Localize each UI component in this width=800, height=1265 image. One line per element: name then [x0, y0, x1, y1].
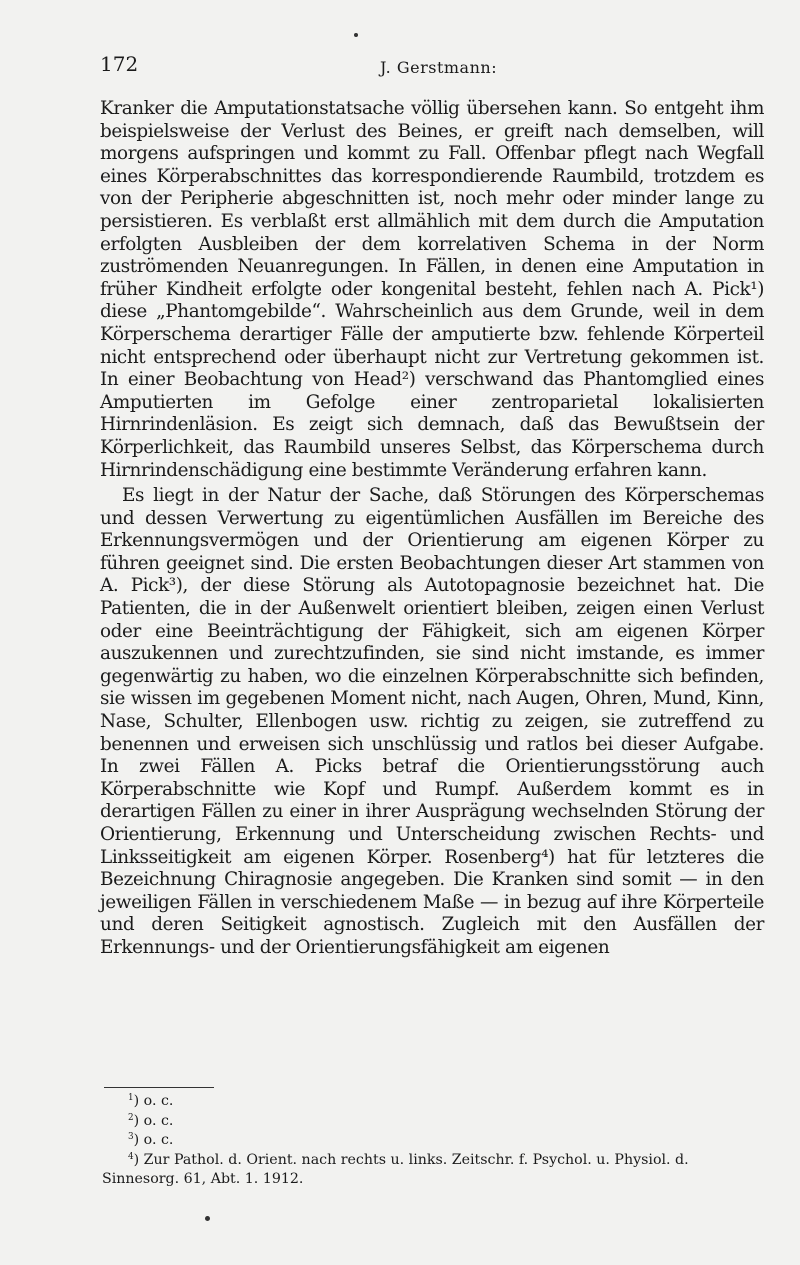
footnote-3: $^3$) o. c.: [128, 1132, 174, 1148]
page-number: 172: [100, 52, 139, 76]
footnote-4: $^4$) Zur Pathol. d. Orient. nach rechts u. links. Zeitschr. f. Psychol. u. Physiol. d. Sinnesorg. 61, Abt. 1. 1912.: [102, 1151, 689, 1187]
body-text: [100, 98, 764, 960]
footnote-mark: 2: [128, 1112, 134, 1123]
paragraph-1: Kranker die Amputationstatsache völlig übersehen kann. So entgeht ihm beispielsweise der Verlust des Beines, er greift nach demselben, will morgens aufspringen und kommt zu Fall. Offenbar pflegt nach Wegfall eines Körperabschnittes das korrespondierende Raumbild, trotzdem es von der Peripherie abgeschnitten ist, noch mehr oder minder lange zu persistieren. Es verblaßt erst allmählich mit dem durch die Amputation erfolgten Ausbleiben der dem korrelativen Schema in der Norm zuströmenden Neuanregungen. In Fällen, in denen eine Amputation in früher Kindheit erfolgte oder kongenital besteht, fehlen nach A. Pick¹) diese „Phantomgebilde“. Wahrscheinlich aus dem Grunde, weil in dem Körperschema derartiger Fälle der amputierte bzw. fehlende Körperteil nicht entsprechend oder überhaupt nicht zur Vertretung gekommen ist. In einer Beobachtung von Head²) verschwand das Phantomglied eines Amputierten im Gefolge einer zentroparietal lokalisierten Hirnrindenläsion. Es zeigt sich demnach, daß das Bewußtsein der Körperlichkeit, das Raumbild unseres Selbst, das Körperschema durch Hirnrindenschädigung eine bestimmte Veränderung erfahren kann.: [100, 98, 764, 481]
footnote-text: o. c.: [143, 1112, 174, 1129]
footnote-text: o. c.: [143, 1093, 174, 1109]
print-speck: [354, 33, 358, 37]
running-head: J. Gerstmann:: [380, 58, 498, 77]
page-header: [96, 52, 756, 82]
footnote-mark: 1: [128, 1093, 134, 1104]
footnote-text: o. c.: [143, 1132, 174, 1148]
footnote-2: $^2$) o. c.: [128, 1112, 174, 1129]
footnote-mark: 3: [128, 1132, 134, 1143]
print-speck: [205, 1216, 210, 1221]
paragraph-2: Es liegt in der Natur der Sache, daß Störungen des Körperschemas und dessen Verwertung zu eigentümlichen Ausfällen im Bereiche des Erkennungsvermögen und der Orientierung am eigenen Körper zu führen geeignet sind. Die ersten Beobachtungen dieser Art stammen von A. Pick³), der diese Störung als Autotopagnosie bezeichnet hat. Die Patienten, die in der Außenwelt orientiert bleiben, zeigen einen Verlust oder eine Beeinträchtigung der Fähigkeit, sich am eigenen Körper auszukennen und zurechtzufinden, sie sind nicht imstande, es immer gegenwärtig zu haben, wo die einzelnen Körperabschnitte sich befinden, sie wissen im gegebenen Moment nicht, nach Augen, Ohren, Mund, Kinn, Nase, Schulter, Ellenbogen usw. richtig zu zeigen, sie zutreffend zu benennen und erweisen sich unschlüssig und ratlos bei dieser Aufgabe. In zwei Fällen A. Picks betraf die Orientierungsstörung auch Körperabschnitte wie Kopf und Rumpf. Außerdem kommt es in derartigen Fällen zu einer in ihrer Ausprägung wechselnden Störung der Orientierung, Erkennung und Unterscheidung zwischen Rechts- und Linksseitigkeit am eigenen Körper. Rosenberg⁴) hat für letzteres die Bezeichnung Chiragnosie angegeben. Die Kranken sind somit — in den jeweiligen Fällen in verschiedenem Maße — in bezug auf ihre Körperteile und deren Seitigkeit agnostisch. Zugleich mit den Ausfällen der Erkennungs- und der Orientierungsfähigkeit am eigenen: [100, 485, 764, 958]
footnote-rule: [104, 1087, 214, 1088]
footnote-mark: 4: [128, 1151, 134, 1162]
footnotes: [104, 1092, 754, 1190]
footnote-1: $^1$) o. c.: [128, 1093, 174, 1109]
footnote-text: Zur Pathol. d. Orient. nach rechts u. links. Zeitschr. f. Psychol. u. Physiol. d. Sinnesorg. 61, Abt. 1. 1912.: [102, 1151, 689, 1187]
